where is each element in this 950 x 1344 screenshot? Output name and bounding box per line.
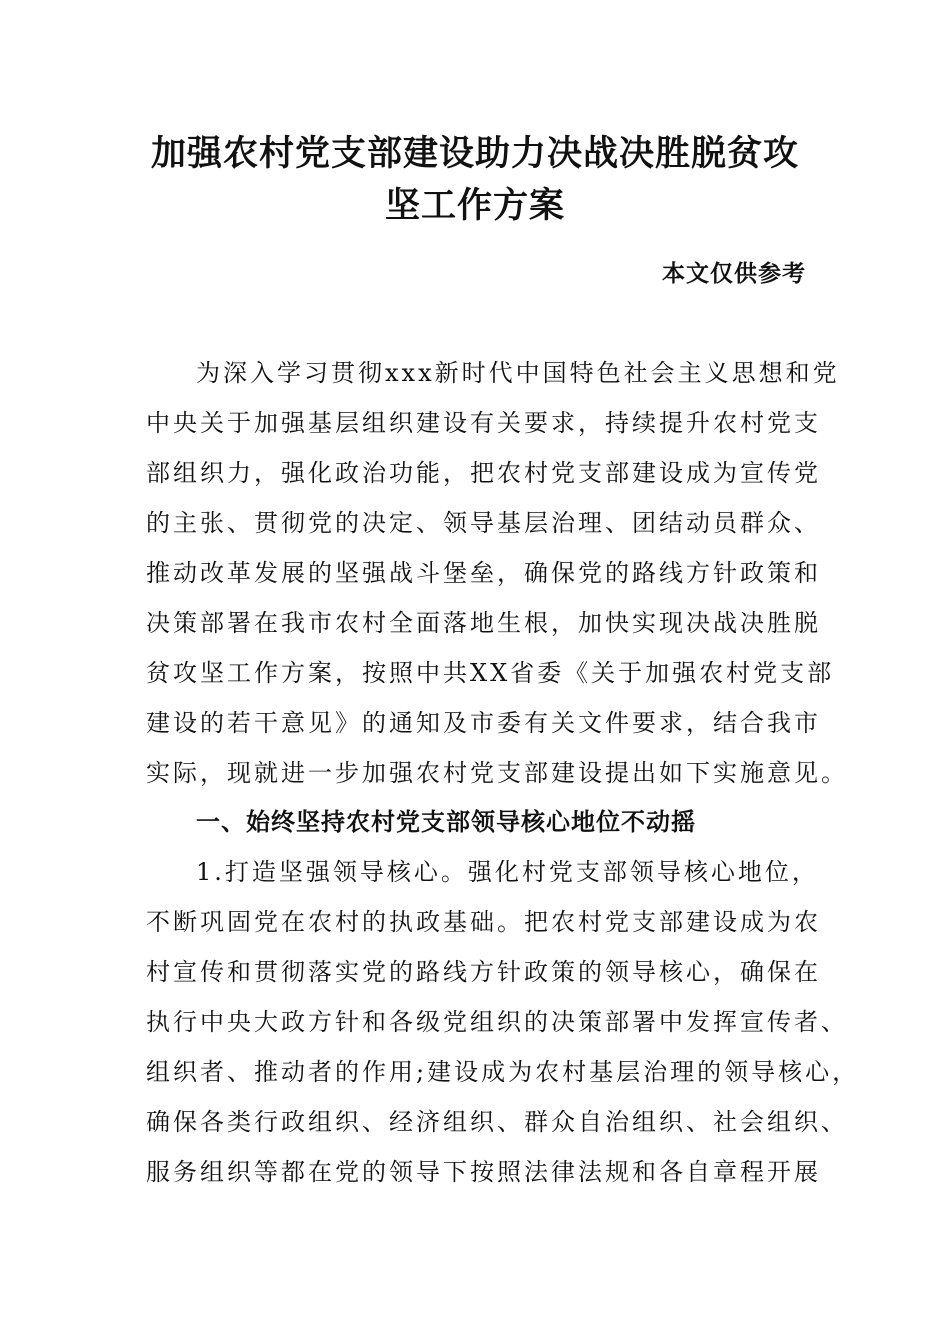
paragraph-1-line: 的主张、贯彻党的决定、领导基层治理、团结动员群众、 [146, 509, 821, 537]
paragraph-1-line: 部组织力，强化政治功能，把农村党支部建设成为宣传党 [146, 459, 821, 487]
paragraph-2-line: 服务组织等都在党的领导下按照法律法规和各自章程开展 [146, 1158, 821, 1186]
section-1-heading: 一、始终坚持农村党支部领导核心地位不动摇 [196, 807, 696, 836]
paragraph-2-line: 确保各类行政组织、经济组织、群众自治组织、社会组织、 [146, 1108, 848, 1136]
paragraph-1-line: 实际，现就进一步加强农村党支部建设提出如下实施意见。 [146, 759, 848, 787]
paragraph-2-line: 1.打造坚强领导核心。强化村党支部领导核心地位， [196, 858, 819, 886]
document-title-line-1: 加强农村党支部建设助力决战决胜脱贫攻 [150, 133, 799, 174]
document-title-line-2: 坚工作方案 [384, 185, 565, 226]
paragraph-2-line: 执行中央大政方针和各级党组织的决策部署中发挥宣传者、 [146, 1008, 848, 1036]
paragraph-2-line: 组织者、推动者的作用;建设成为农村基层治理的领导核心， [146, 1058, 860, 1086]
paragraph-1-line: 中央关于加强基层组织建设有关要求，持续提升农村党支 [146, 409, 821, 437]
paragraph-1-line: 贫攻坚工作方案，按照中共XX省委《关于加强农村党支部 [146, 659, 835, 687]
paragraph-1-line: 为深入学习贯彻xxx新时代中国特色社会主义思想和党 [196, 359, 840, 387]
paragraph-2-line: 不断巩固党在农村的执政基础。把农村党支部建设成为农 [146, 908, 821, 936]
paragraph-1-line: 决策部署在我市农村全面落地生根，加快实现决战决胜脱 [146, 609, 821, 637]
paragraph-1-line: 建设的若干意见》的通知及市委有关文件要求，结合我市 [146, 709, 821, 737]
paragraph-1-line: 推动改革发展的坚强战斗堡垒，确保党的路线方针政策和 [146, 559, 821, 587]
paragraph-2-line: 村宣传和贯彻落实党的路线方针政策的领导核心，确保在 [146, 958, 821, 986]
reference-note: 本文仅供参考 [662, 260, 806, 287]
